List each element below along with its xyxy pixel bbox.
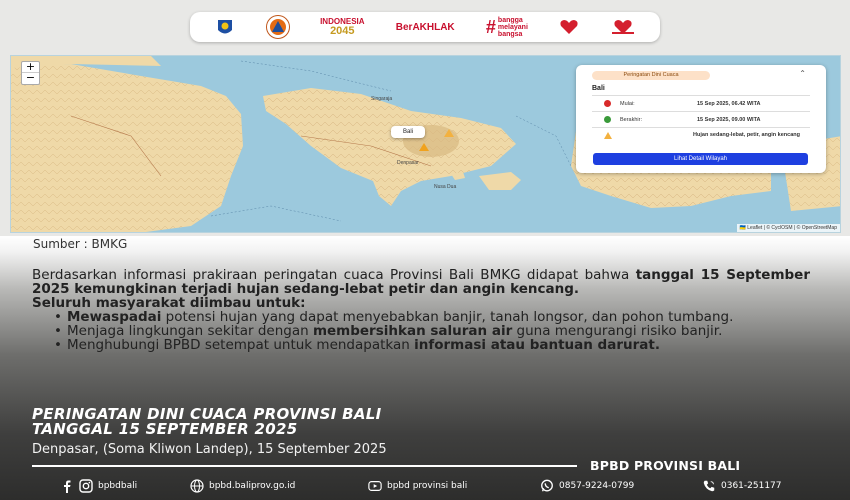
logo-melayani-text: melayani <box>497 23 528 31</box>
headline <box>32 407 382 437</box>
headline-line-2: TANGGAL 15 SEPTEMBER 2025 <box>32 420 298 438</box>
divider <box>592 111 810 112</box>
bali-province-logo <box>214 16 236 38</box>
whatsapp-link[interactable] <box>540 476 634 496</box>
list-item <box>44 324 810 338</box>
zoom-control <box>21 61 40 85</box>
intro-text: Berdasarkan informasi prakiraan peringatan cuaca Provinsi Bali BMKG didapat bahwa <box>32 267 636 283</box>
list-item-bold: membersihkan saluran air <box>312 323 513 339</box>
contact-footer <box>0 476 850 496</box>
advice-list <box>44 310 810 352</box>
hash-icon: # <box>485 17 496 37</box>
list-item-bold: Mewaspadai <box>67 309 162 325</box>
warning-marker-icon[interactable] <box>419 143 429 151</box>
end-value: 15 Sep 2025, 09.00 WITA <box>697 117 761 123</box>
warning-badge: Peringatan Dini Cuaca <box>592 71 710 80</box>
warning-description-row <box>604 131 816 147</box>
start-value: 15 Sep 2025, 06.42 WITA <box>697 101 761 107</box>
warning-description: Hujan sedang-lebat, petir, angin kencang <box>693 132 800 138</box>
logo-indonesia-text: INDONESIA <box>320 16 365 26</box>
list-item-bold: informasi atau bantuan darurat. <box>414 337 660 353</box>
map-tooltip: Bali <box>391 126 425 138</box>
list-item-text: Menghubungi BPBD setempat untuk mendapatkan <box>67 337 415 353</box>
headline-line-1: PERINGATAN DINI CUACA PROVINSI BALI <box>32 405 382 423</box>
warning-triangle-icon <box>604 132 612 139</box>
warning-start-row <box>604 100 816 110</box>
dateline: Denpasar, (Soma Kliwon Landep), 15 September 2025 <box>32 442 387 457</box>
phone-link[interactable] <box>702 476 782 496</box>
whatsapp-icon <box>540 479 554 493</box>
facebook-icon <box>60 479 74 493</box>
logo-2045-text: 2045 <box>330 24 355 37</box>
indonesia-emas-logo <box>320 16 364 38</box>
intro-bold-text: tanggal 15 September 2025 kemungkinan terjadi hujan sedang-lebat petir dan angin kencang. <box>32 267 810 297</box>
website-text: bpbd.baliprov.go.id <box>209 481 296 491</box>
youtube-link[interactable] <box>368 476 467 496</box>
logo-bangsa-text: bangsa <box>497 30 523 38</box>
youtube-text: bpbd provinsi bali <box>387 481 468 491</box>
heart-logo <box>559 16 579 38</box>
logo-bangga-text: bangga <box>497 16 523 24</box>
website-link[interactable] <box>190 476 295 496</box>
bnpb-logo <box>267 16 289 38</box>
signature-divider <box>32 465 577 467</box>
signature: BPBD PROVINSI BALI <box>590 458 741 473</box>
phone-text: 0361-251177 <box>721 481 782 491</box>
globe-icon <box>190 479 204 493</box>
divider <box>592 127 810 128</box>
bangga-melayani-bangsa-logo <box>486 16 528 38</box>
start-icon <box>604 100 611 107</box>
berakhlak-logo: BerAKHLAK <box>395 21 455 33</box>
article-body <box>32 268 810 352</box>
list-item <box>44 338 810 352</box>
warning-region: Bali <box>592 85 605 92</box>
place-label-nusa-dua: Nusa Dua <box>434 184 457 190</box>
end-icon <box>604 116 611 123</box>
appeal-heading: Seluruh masyarakat diimbau untuk: <box>32 295 306 311</box>
ayo-heart-logo <box>610 16 636 38</box>
warning-marker-icon[interactable] <box>444 129 454 137</box>
intro-paragraph <box>32 268 810 296</box>
start-label: Mulai: <box>620 101 635 107</box>
social-handle[interactable] <box>60 476 137 496</box>
list-item-text: potensi hujan yang dapat menyebabkan banjir, tanah longsor, dan pohon tumbang. <box>161 309 734 325</box>
zoom-in-button[interactable]: + <box>22 62 39 73</box>
whatsapp-text: 0857-9224-0799 <box>559 481 635 491</box>
list-item <box>44 310 810 324</box>
source-text: Sumber : BMKG <box>33 237 128 251</box>
place-label-denpasar: Denpasar <box>397 160 419 166</box>
logo-strip <box>190 12 660 42</box>
youtube-icon <box>368 479 382 493</box>
map-attribution[interactable]: 🇺🇦 Leaflet | © CyclOSM | © OpenStreetMap <box>737 224 840 232</box>
warning-end-row <box>604 116 816 126</box>
weather-warning-card <box>576 65 826 173</box>
instagram-icon <box>79 479 93 493</box>
weather-map[interactable] <box>10 55 841 233</box>
divider <box>592 95 810 96</box>
list-item-text: guna mengurangi risiko banjir. <box>512 323 723 339</box>
phone-icon <box>702 479 716 493</box>
collapse-chevron-icon[interactable]: ⌃ <box>799 69 806 78</box>
view-region-detail-button[interactable]: Lihat Detail Wilayah <box>593 153 808 165</box>
end-label: Berakhir: <box>620 117 643 123</box>
zoom-out-button[interactable]: − <box>25 71 36 84</box>
place-label-singaraja: Singaraja <box>371 96 393 102</box>
social-handle-text: bpbdbali <box>98 481 138 491</box>
list-item-text: Menjaga lingkungan sekitar dengan <box>67 323 313 339</box>
